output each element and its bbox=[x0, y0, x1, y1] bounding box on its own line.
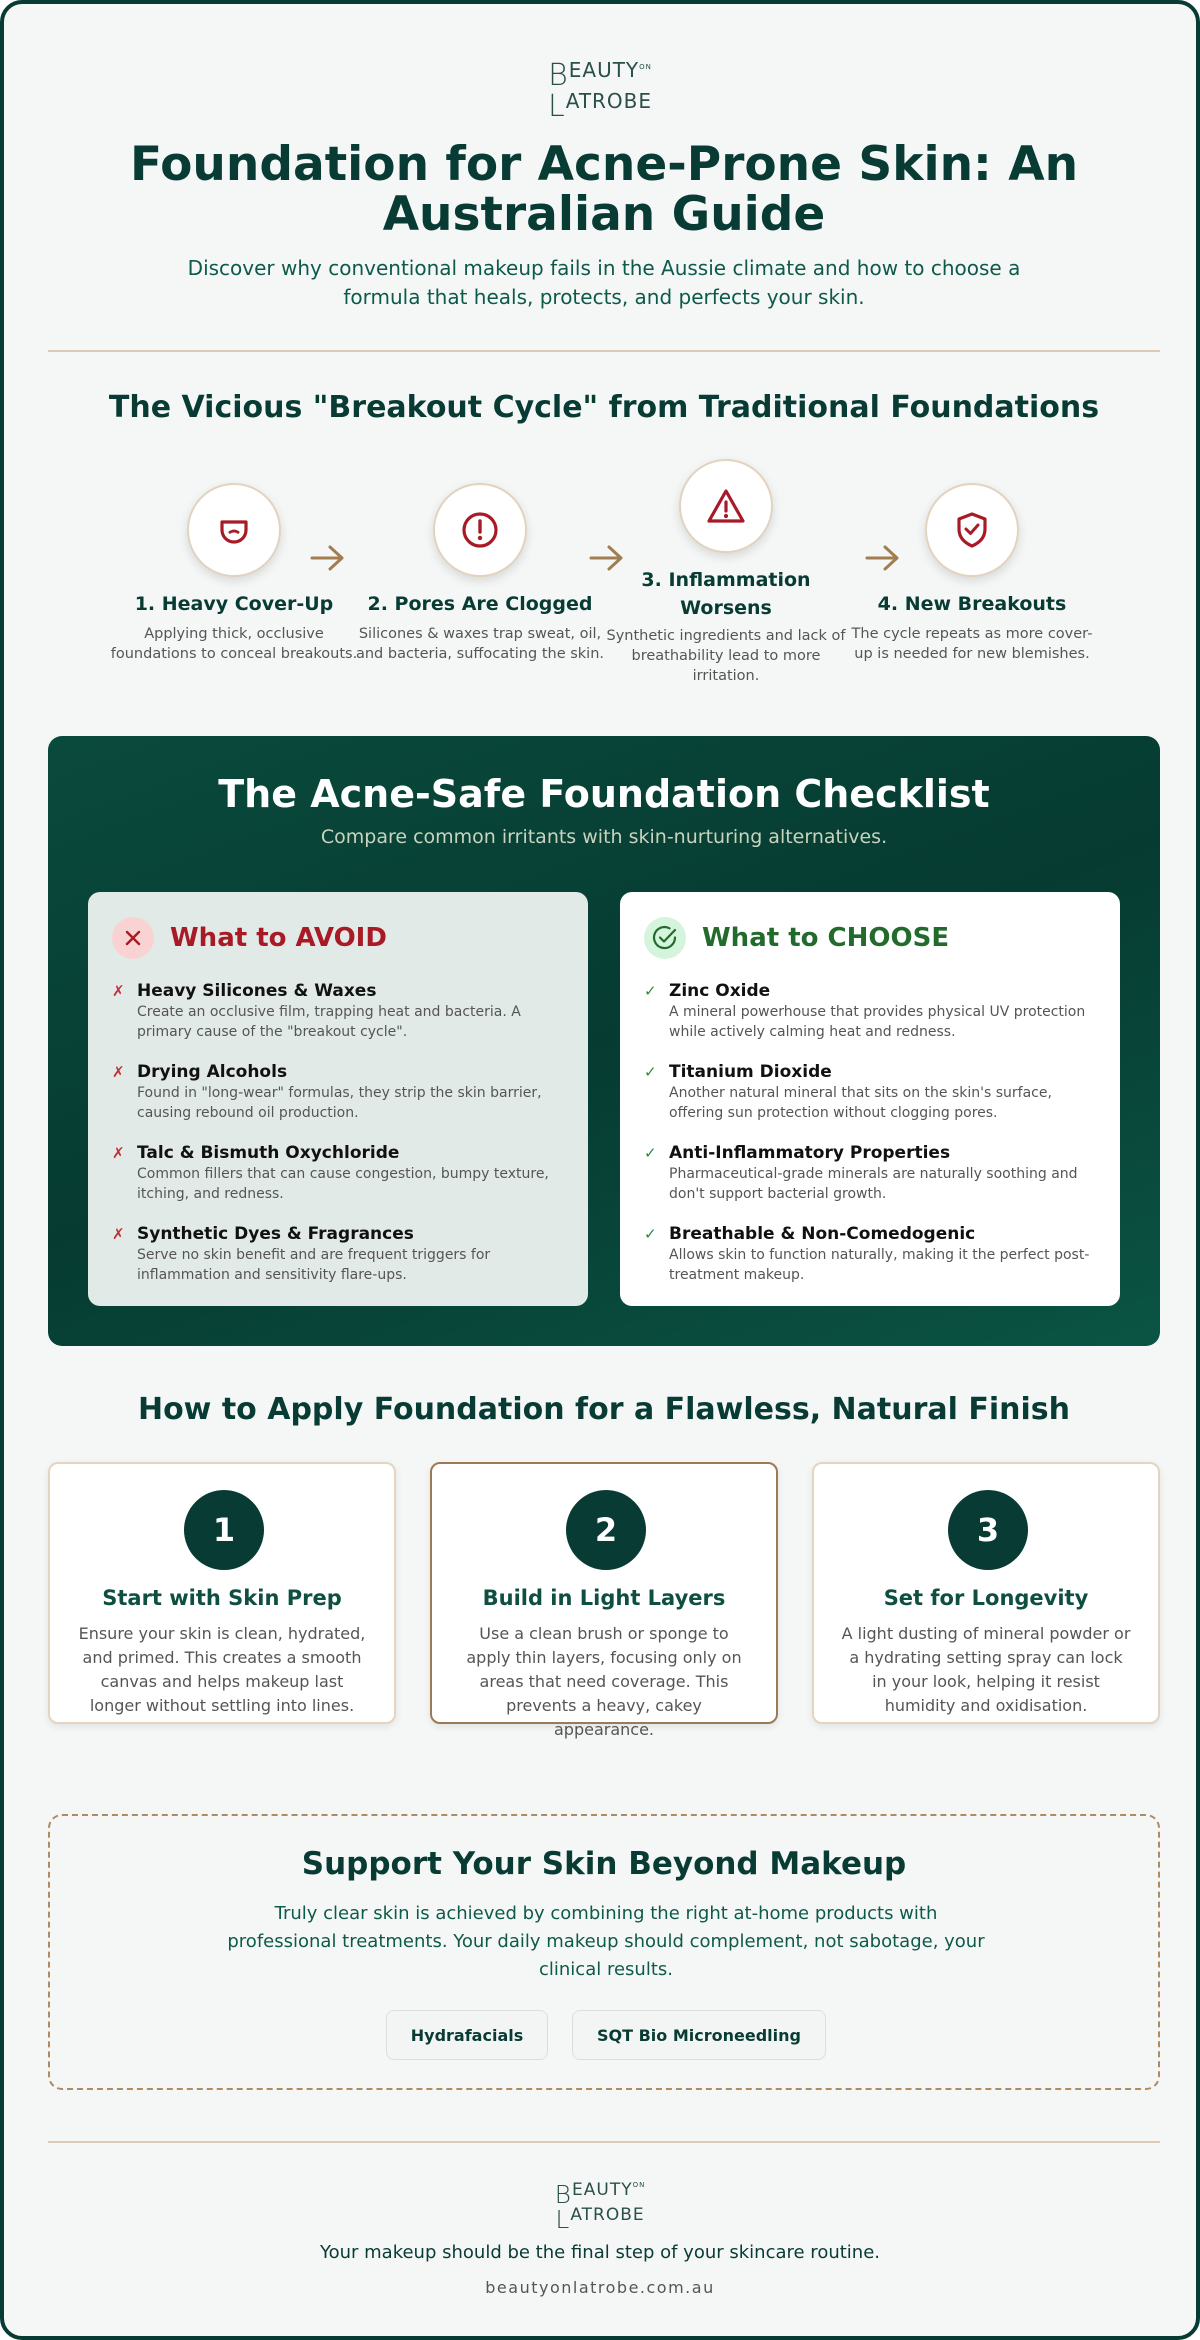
logo-small: ON bbox=[639, 63, 652, 71]
check-mark-icon: ✓ bbox=[644, 1063, 657, 1081]
item-name: Anti-Inflammatory Properties bbox=[669, 1143, 951, 1163]
avoid-title: What to AVOID bbox=[170, 923, 387, 953]
divider bbox=[48, 350, 1160, 352]
logo-initial-2: L bbox=[547, 89, 566, 124]
list-item bbox=[112, 980, 564, 1042]
item-desc: A mineral powerhouse that provides physical UV protection while actively calming heat and redness. bbox=[669, 1004, 1086, 1040]
page-subtitle: Discover why conventional makeup fails in the Aussie climate and how to choose a formula that heals, protects, and perfects your skin. bbox=[187, 256, 1021, 309]
arrow-right-icon bbox=[310, 543, 346, 573]
logo-initial-2: L bbox=[555, 2205, 571, 2234]
cycle-step-title: 2. Pores Are Clogged bbox=[367, 593, 593, 615]
list-item bbox=[644, 980, 1096, 1042]
card-desc: Use a clean brush or sponge to apply thin layers, focusing only on areas that need coverage. This prevents a heavy, cakey appearance. bbox=[466, 1624, 742, 1739]
item-name: Heavy Silicones & Waxes bbox=[137, 981, 377, 1001]
item-name: Breathable & Non-Comedogenic bbox=[669, 1224, 976, 1244]
checklist-section bbox=[48, 736, 1160, 1346]
card-title: Set for Longevity bbox=[883, 1586, 1089, 1610]
logo-initial: B bbox=[548, 58, 569, 93]
item-name: Drying Alcohols bbox=[137, 1062, 288, 1082]
item-desc: Serve no skin benefit and are frequent triggers for inflammation and sensitivity flare-ups. bbox=[137, 1247, 491, 1283]
apply-card-3 bbox=[812, 1462, 1160, 1724]
cycle-step-desc: Synthetic ingredients and lack of breathability lead to more irritation. bbox=[606, 628, 846, 684]
cycle-heading: The Vicious "Breakout Cycle" from Traditional Foundations bbox=[108, 390, 1100, 425]
checklist-subtitle: Compare common irritants with skin-nurturing alternatives. bbox=[320, 826, 888, 848]
list-item bbox=[644, 1142, 1096, 1204]
item-desc: Create an occlusive film, trapping heat and bacteria. A primary cause of the "breakout cycle". bbox=[137, 1004, 521, 1040]
list-item bbox=[112, 1061, 564, 1123]
avoid-panel bbox=[88, 892, 588, 1306]
choose-panel bbox=[620, 892, 1120, 1306]
item-desc: Allows skin to function naturally, making it the perfect post-treatment makeup. bbox=[669, 1247, 1090, 1283]
apply-heading: How to Apply Foundation for a Flawless, Natural Finish bbox=[137, 1392, 1071, 1427]
apply-card-2 bbox=[430, 1462, 778, 1739]
list-item bbox=[644, 1061, 1096, 1123]
alert-circle-icon bbox=[433, 483, 527, 577]
tag-hydrafacials[interactable]: Hydrafacials bbox=[386, 2010, 548, 2060]
cross-mark-icon: ✗ bbox=[112, 1225, 125, 1243]
item-desc: Pharmaceutical-grade minerals are naturally soothing and don't support bacterial growth. bbox=[669, 1166, 1078, 1202]
cycle-step-desc: The cycle repeats as more cover-up is needed for new blemishes. bbox=[851, 626, 1093, 662]
cycle-step-title: 3. Inflammation Worsens bbox=[641, 569, 811, 619]
choose-title: What to CHOOSE bbox=[702, 923, 950, 953]
logo-word-top: EAUTY bbox=[568, 58, 640, 82]
step-number: 3 bbox=[948, 1490, 1028, 1570]
item-name: Zinc Oxide bbox=[669, 981, 771, 1001]
item-desc: Common fillers that can cause congestion, bumpy texture, itching, and redness. bbox=[137, 1166, 549, 1202]
support-title: Support Your Skin Beyond Makeup bbox=[301, 1846, 907, 1882]
logo-initial: B bbox=[554, 2180, 573, 2209]
list-item bbox=[644, 1223, 1096, 1285]
cycle-step-desc: Silicones & waxes trap sweat, oil, and bacteria, suffocating the skin. bbox=[355, 626, 604, 662]
check-mark-icon: ✓ bbox=[644, 1144, 657, 1162]
check-mark-icon: ✓ bbox=[644, 1225, 657, 1243]
divider bbox=[48, 2141, 1160, 2143]
item-desc: Found in "long-wear" formulas, they strip the skin barrier, causing rebound oil production. bbox=[137, 1085, 542, 1121]
item-name: Synthetic Dyes & Fragrances bbox=[137, 1224, 414, 1244]
website-link[interactable]: beautyonlatrobe.com.au bbox=[485, 2278, 715, 2297]
step-number: 1 bbox=[184, 1490, 264, 1570]
cycle-step-title: 1. Heavy Cover-Up bbox=[134, 593, 334, 615]
brand-logo[interactable] bbox=[4, 60, 1196, 122]
check-circle-icon bbox=[644, 917, 686, 959]
cycle-step-desc: Applying thick, occlusive foundations to conceal breakouts. bbox=[110, 626, 358, 662]
list-item bbox=[112, 1142, 564, 1204]
cross-mark-icon: ✗ bbox=[112, 1144, 125, 1162]
footer-logo[interactable] bbox=[4, 2182, 1196, 2232]
cycle-step-title: 4. New Breakouts bbox=[877, 593, 1067, 615]
item-name: Talc & Bismuth Oxychloride bbox=[137, 1143, 400, 1163]
card-title: Start with Skin Prep bbox=[102, 1586, 342, 1610]
shield-check-icon bbox=[925, 483, 1019, 577]
support-text: Truly clear skin is achieved by combining the right at-home products with professional treatments. Your daily makeup should complement, not sabotage, your clinical results. bbox=[227, 1903, 985, 1980]
card-desc: A light dusting of mineral powder or a hydrating setting spray can lock in your look, helping it resist humidity and oxidisation. bbox=[841, 1624, 1131, 1715]
tag-sqt-bio-microneedling[interactable]: SQT Bio Microneedling bbox=[572, 2010, 826, 2060]
step-number: 2 bbox=[566, 1490, 646, 1570]
logo-small: ON bbox=[632, 2181, 646, 2189]
item-name: Titanium Dioxide bbox=[669, 1062, 832, 1082]
logo-word-bottom: ATROBE bbox=[565, 89, 653, 113]
close-icon bbox=[112, 917, 154, 959]
apply-card-1 bbox=[48, 1462, 396, 1724]
cross-mark-icon: ✗ bbox=[112, 982, 125, 1000]
checklist-title: The Acne-Safe Foundation Checklist bbox=[218, 772, 990, 816]
cross-mark-icon: ✗ bbox=[112, 1063, 125, 1081]
card-title: Build in Light Layers bbox=[482, 1586, 726, 1610]
support-section bbox=[48, 1814, 1160, 2090]
check-mark-icon: ✓ bbox=[644, 982, 657, 1000]
arrow-right-icon bbox=[865, 543, 901, 573]
card-desc: Ensure your skin is clean, hydrated, and primed. This creates a smooth canvas and helps makeup last longer without settling into lines. bbox=[78, 1624, 366, 1715]
list-item bbox=[112, 1223, 564, 1285]
warning-triangle-icon bbox=[679, 459, 773, 553]
logo-word-bottom: ATROBE bbox=[570, 2205, 645, 2225]
footer-tagline: Your makeup should be the final step of your skincare routine. bbox=[319, 2242, 880, 2263]
page-title: Foundation for Acne-Prone Skin: An Australian Guide bbox=[129, 137, 1079, 242]
logo-word-top: EAUTY bbox=[572, 2180, 633, 2200]
item-desc: Another natural mineral that sits on the skin's surface, offering sun protection without clogging pores. bbox=[669, 1085, 1052, 1121]
mask-icon bbox=[187, 483, 281, 577]
